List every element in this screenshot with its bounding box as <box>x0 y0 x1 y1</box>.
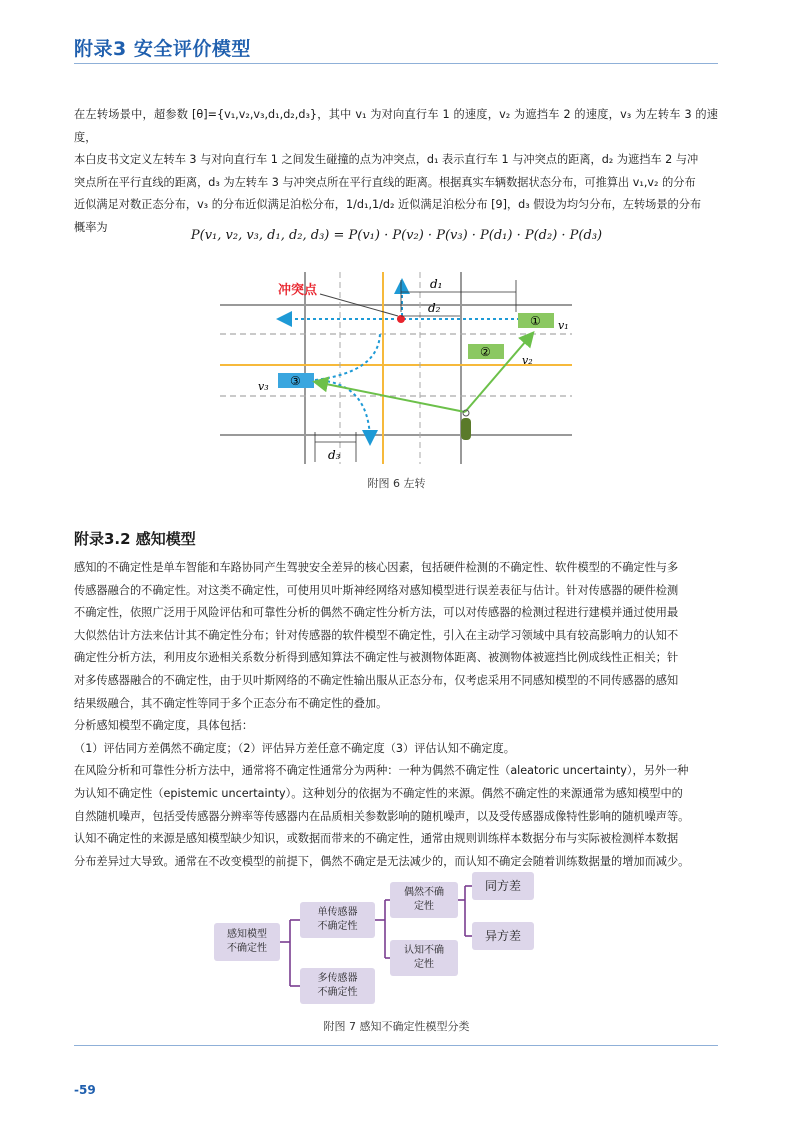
header-divider <box>74 63 718 64</box>
aleatoric-node: 偶然不确 定性 <box>390 882 458 918</box>
body-line: 自然随机噪声，包括受传感器分辨率等传感器内在品质相关参数影响的随机噪声，以及受传感器成像特性影响的随机噪声等。 <box>74 809 690 823</box>
body-line: （1）评估同方差偶然不确定度；（2）评估异方差任意不确定度（3）评估认知不确定度。 <box>74 741 515 755</box>
intro-line: 本白皮书文定义左转车 3 与对向直行车 1 之间发生碰撞的点为冲突点，d₁ 表示直行车 1 与冲突点的距离，d₂ 为遮挡车 2 与冲 <box>74 153 699 167</box>
v2-label: v₂ <box>522 354 533 367</box>
body-text <box>74 557 718 873</box>
section-title: 附录3.2 感知模型 <box>74 530 196 548</box>
turn-path <box>315 332 380 380</box>
intro-line: 近似满足对数正态分布，v₃ 的分布近似满足泊松分布，1/d₁,1/d₂ 近似满足泊松分布 [9]，d₃ 假设为均匀分布，左转场景的分布 <box>74 198 702 212</box>
root-node: 感知模型 不确定性 <box>214 923 280 961</box>
d2-label: d₂ <box>428 301 441 315</box>
intro-line: 概率为 <box>74 220 108 234</box>
body-line: 传感器融合的不确定性。对这类不确定性，可使用贝叶斯神经网络对感知模型进行误差表征与估计。针对传感器的硬件检测 <box>74 583 679 597</box>
page-number: -59 <box>74 1083 96 1097</box>
intro-line: 在左转场景中，超参数 [θ]={v₁,v₂,v₃,d₁,d₂,d₃}，其中 v₁ 为对向直行车 1 的速度，v₂ 为遮挡车 2 的速度，v₃ 为左转车 3 的速度， <box>74 108 718 144</box>
intro-line: 突点所在平行直线的距离，d₃ 为左转车 3 与冲突点所在平行直线的距离。根据真实车辆数据状态分布，可推算出 v₁,v₂ 的分布 <box>74 175 696 189</box>
body-line: 不确定性，依照广泛用于风险评估和可靠性分析的偶然不确定性分析方法，可以对传感器的检测过程进行建模并通过使用最 <box>74 606 679 620</box>
body-line: 结果级融合，其不确定性等同于多个正态分布不确定性的叠加。 <box>74 696 388 710</box>
body-line: 为认知不确定性（epistemic uncertainty）。这种划分的依据为不确定性的来源。偶然不确定性的来源通常为感知模型中的 <box>74 786 683 800</box>
body-line: 分布差异过大导致。通常在不改变模型的前提下，偶然不确定是无法减少的，而认知不确定会随着训练数据量的增加而减少。 <box>74 854 690 868</box>
body-line: 分析感知模型不确定度，具体包括： <box>74 719 254 733</box>
d3-label: d₃ <box>328 448 341 462</box>
body-line: 在风险分析和可靠性分析方法中，通常将不确定性通常分为两种：一种为偶然不确定性（aleatoric uncertainty），另外一种 <box>74 764 689 778</box>
car-2-label: ② <box>480 345 491 359</box>
body-line: 大似然估计方法来估计其不确定性分布；针对传感器的软件模型不确定性，引入在主动学习领域中具有较高影响力的认知不 <box>74 628 679 642</box>
homoscedastic-node: 同方差 <box>472 872 534 900</box>
road-edge <box>304 272 306 464</box>
body-line: 确定性分析方法，利用皮尔逊相关系数分析得到感知算法不确定性与被测物体距离、被测物体被遮挡比例成线性正相关；针 <box>74 651 679 665</box>
intro-paragraph <box>74 104 718 240</box>
car-1-label: ① <box>530 314 541 328</box>
d1-label: d₁ <box>430 277 443 291</box>
figure-7-caption: 附图 7 感知不确定性模型分类 <box>323 1020 470 1033</box>
turn-path <box>315 380 370 442</box>
probability-formula: P(v₁, v₂, v₃, d₁, d₂, d₃) = P(v₁) · P(v₂) · P(v₃) · P(d₁) · P(d₂) · P(d₃) <box>190 228 603 243</box>
conflict-label: 冲突点 <box>278 283 318 298</box>
sensor-ray <box>316 382 465 412</box>
v1-label: v₁ <box>558 319 569 332</box>
single-sensor-node: 单传感器 不确定性 <box>300 902 375 938</box>
body-line: 认知不确定性的来源是感知模型缺少知识，或数据而带来的不确定性，通常由规则训练样本数据分布与实际被检测样本数据 <box>74 832 679 846</box>
heteroscedastic-node: 异方差 <box>472 922 534 950</box>
body-line: 感知的不确定性是单车智能和车路协同产生驾驶安全差异的核心因素，包括硬件检测的不确定性、软件模型的不确定性与多 <box>74 561 679 574</box>
v3-label: v₃ <box>258 380 269 393</box>
road-edge <box>220 304 572 306</box>
multi-sensor-node: 多传感器 不确定性 <box>300 968 375 1004</box>
car-3-label: ③ <box>290 374 301 388</box>
left-turn-diagram <box>220 272 572 464</box>
page-header-title: 附录3 安全评价模型 <box>74 38 251 60</box>
figure-6-caption: 附图 6 左转 <box>367 477 426 490</box>
body-line: 对多传感器融合的不确定性，由于贝叶斯网络的不确定性输出服从正态分布，仅考虑采用不同感知模型的不同传感器的感知 <box>74 673 679 687</box>
road-edge <box>220 434 572 436</box>
epistemic-node: 认知不确 定性 <box>390 940 458 976</box>
roadside-sensor-icon <box>461 418 471 440</box>
footer-divider <box>74 1045 718 1046</box>
